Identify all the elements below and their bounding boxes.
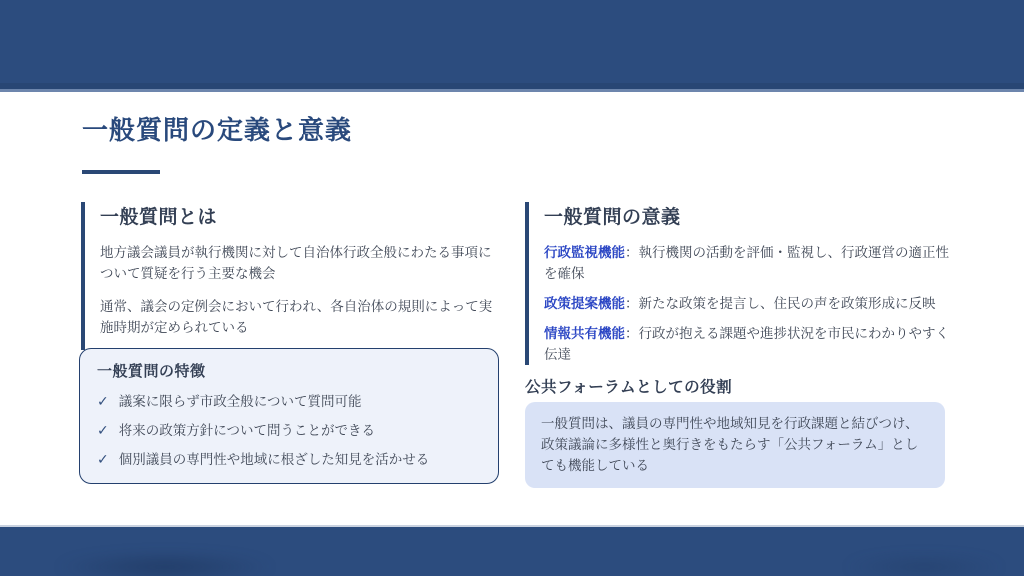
function-label: 情報共有機能 (544, 326, 625, 341)
feature-item-label: 個別議員の専門性や地域に根ざした知見を活かせる (118, 452, 430, 467)
significance-item-text: 行政が抱える課題や進捗状況を市民にわかりやすく伝達 (544, 326, 949, 362)
title-underline (82, 170, 160, 174)
features-heading: 一般質問の特徴 (97, 363, 206, 380)
forum-box (525, 402, 945, 488)
label-separator: ： (625, 245, 639, 260)
function-label: 政策提案機能 (544, 296, 625, 311)
significance-section (525, 202, 949, 365)
significance-item (544, 323, 949, 365)
label-separator: ： (625, 326, 639, 341)
features-box (79, 348, 499, 484)
feature-item (97, 449, 481, 470)
check-icon: ✓ (97, 422, 109, 438)
forum-heading: 公共フォーラムとしての役割 (525, 379, 733, 396)
watermark-smudge-left (55, 552, 275, 576)
top-brand-band (0, 0, 1024, 92)
significance-heading: 一般質問の意義 (544, 207, 681, 228)
definition-paragraph-2: 通常、議会の定例会において行われ、各自治体の規則によって実施時期が定められている (100, 299, 493, 335)
watermark-smudge-right (844, 554, 1004, 576)
forum-body: 一般質問は、議員の専門性や地域知見を行政課題と結びつけ、政策議論に多様性と奥行きをもたらす「公共フォーラム」としても機能している (541, 416, 919, 473)
check-icon: ✓ (97, 451, 109, 467)
check-icon: ✓ (97, 393, 109, 409)
significance-item-text: 執行機関の活動を評価・監視し、行政運営の適正性を確保 (544, 245, 949, 281)
significance-item-text: 新たな政策を提言し、住民の声を政策形成に反映 (638, 296, 936, 311)
definition-paragraph-1: 地方議会議員が執行機関に対して自治体行政全般にわたる事項について質疑を行う主要な機会 (100, 245, 492, 281)
function-label: 行政監視機能 (544, 245, 625, 260)
definition-heading: 一般質問とは (100, 207, 218, 228)
feature-item-label: 議案に限らず市政全般について質問可能 (118, 394, 362, 409)
feature-item (97, 420, 481, 441)
label-separator: ： (625, 296, 639, 311)
feature-item (97, 391, 481, 412)
feature-item-label: 将来の政策方針について問うことができる (118, 423, 375, 438)
significance-item (544, 242, 949, 284)
page-title: 一般質問の定義と意義 (82, 115, 353, 145)
significance-item (544, 293, 949, 314)
bottom-brand-band (0, 525, 1024, 576)
definition-section (81, 202, 500, 350)
